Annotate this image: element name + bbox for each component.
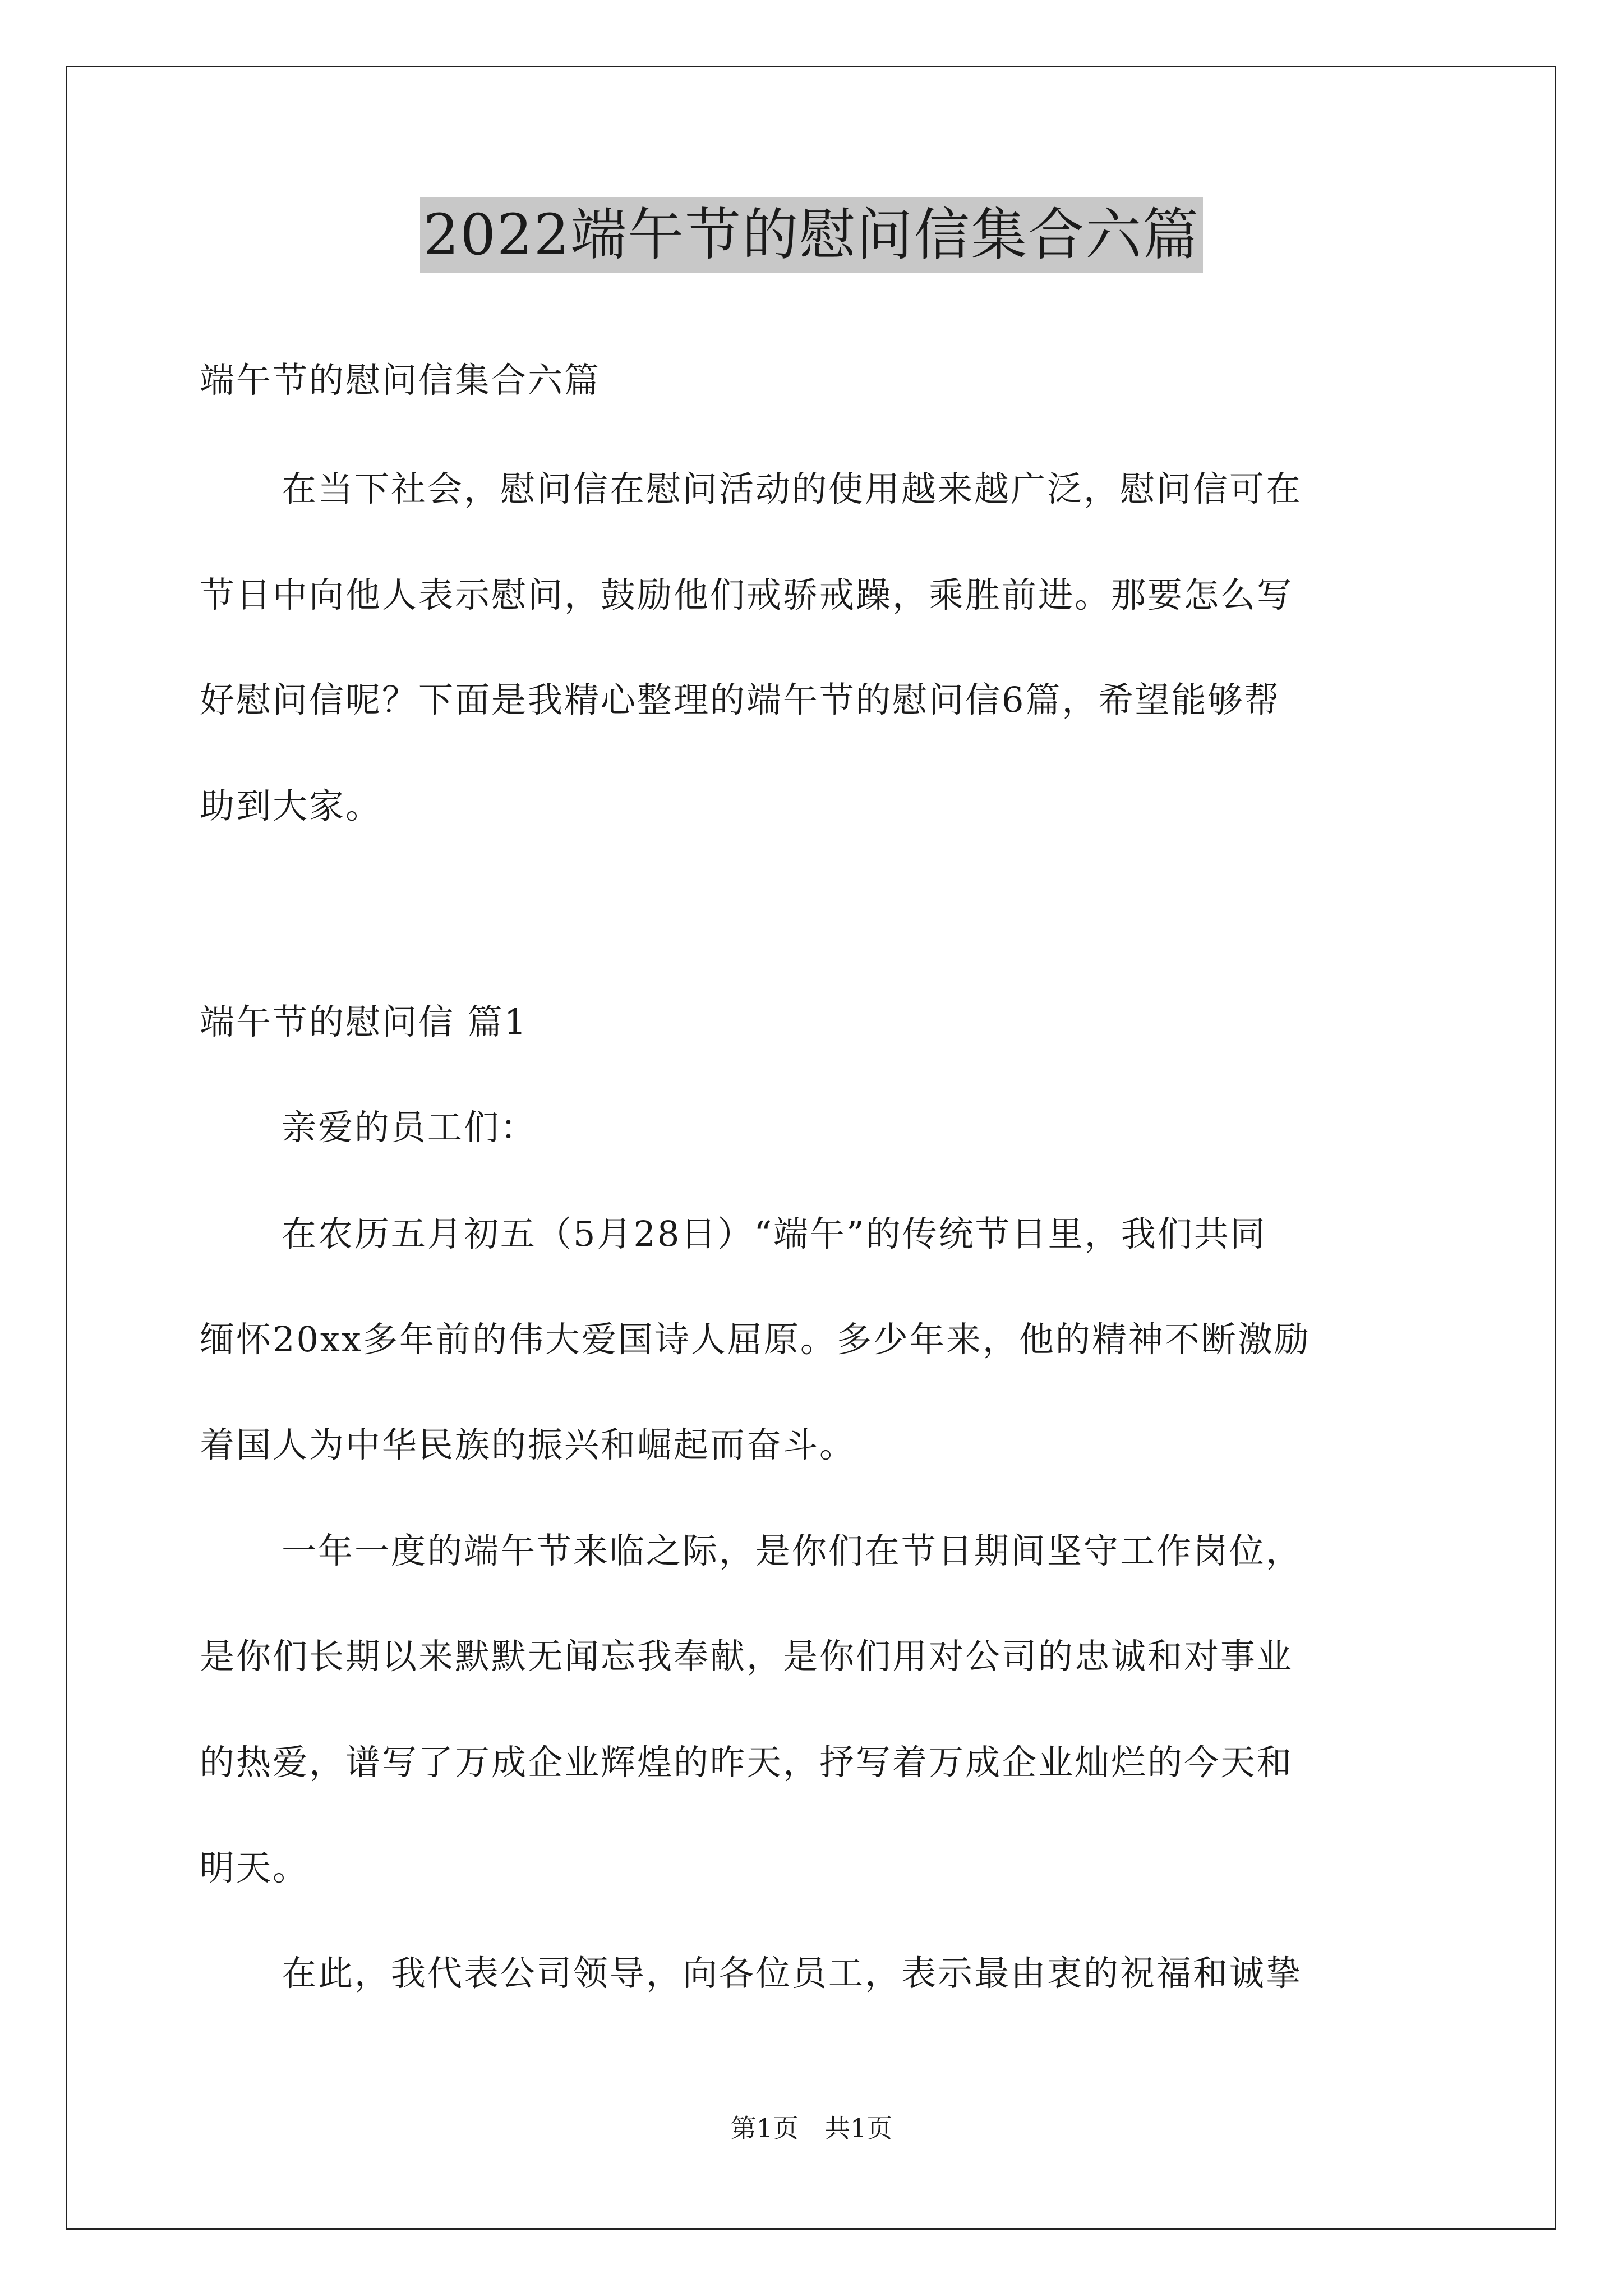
intro-paragraph-line: 好慰问信呢？下面是我精心整理的端午节的慰问信6篇，希望能够帮: [200, 679, 1281, 720]
paragraph-line: 缅怀20xx多年前的伟大爱国诗人屈原。多少年来，他的精神不断激励: [200, 1319, 1311, 1360]
section-heading: 端午节的慰问信 篇1: [200, 1001, 528, 1042]
paragraph-line: 一年一度的端午节来临之际，是你们在节日期间坚守工作岗位，: [282, 1530, 1303, 1571]
paragraph-line: 明天。: [200, 1847, 310, 1888]
page-number-footer: 第1页 共1页: [730, 2113, 893, 2143]
paragraph-line: 在此，我代表公司领导，向各位员工，表示最由衷的祝福和诚挚: [282, 1953, 1303, 1994]
paragraph-line: 着国人为中华民族的振兴和崛起而奋斗。: [200, 1424, 856, 1465]
intro-paragraph-line: 节日中向他人表示慰问，鼓励他们戒骄戒躁，乘胜前进。那要怎么写: [200, 574, 1294, 615]
document-title: 2022端午节的慰问信集合六篇: [420, 197, 1204, 273]
paragraph-line: 的热爱，谱写了万成企业辉煌的昨天，抒写着万成企业灿烂的今天和: [200, 1742, 1294, 1783]
salutation: 亲爱的员工们：: [282, 1107, 537, 1148]
title-container: [0, 197, 1623, 273]
paragraph-line: 在农历五月初五（5月28日）“端午”的传统节日里，我们共同: [282, 1213, 1267, 1254]
paragraph-line: 是你们长期以来默默无闻忘我奉献，是你们用对公司的忠诚和对事业: [200, 1636, 1294, 1677]
intro-paragraph-line: 在当下社会，慰问信在慰问活动的使用越来越广泛，慰问信可在: [282, 468, 1303, 509]
subtitle-line: 端午节的慰问信集合六篇: [200, 360, 601, 401]
intro-paragraph-line: 助到大家。: [200, 785, 382, 826]
